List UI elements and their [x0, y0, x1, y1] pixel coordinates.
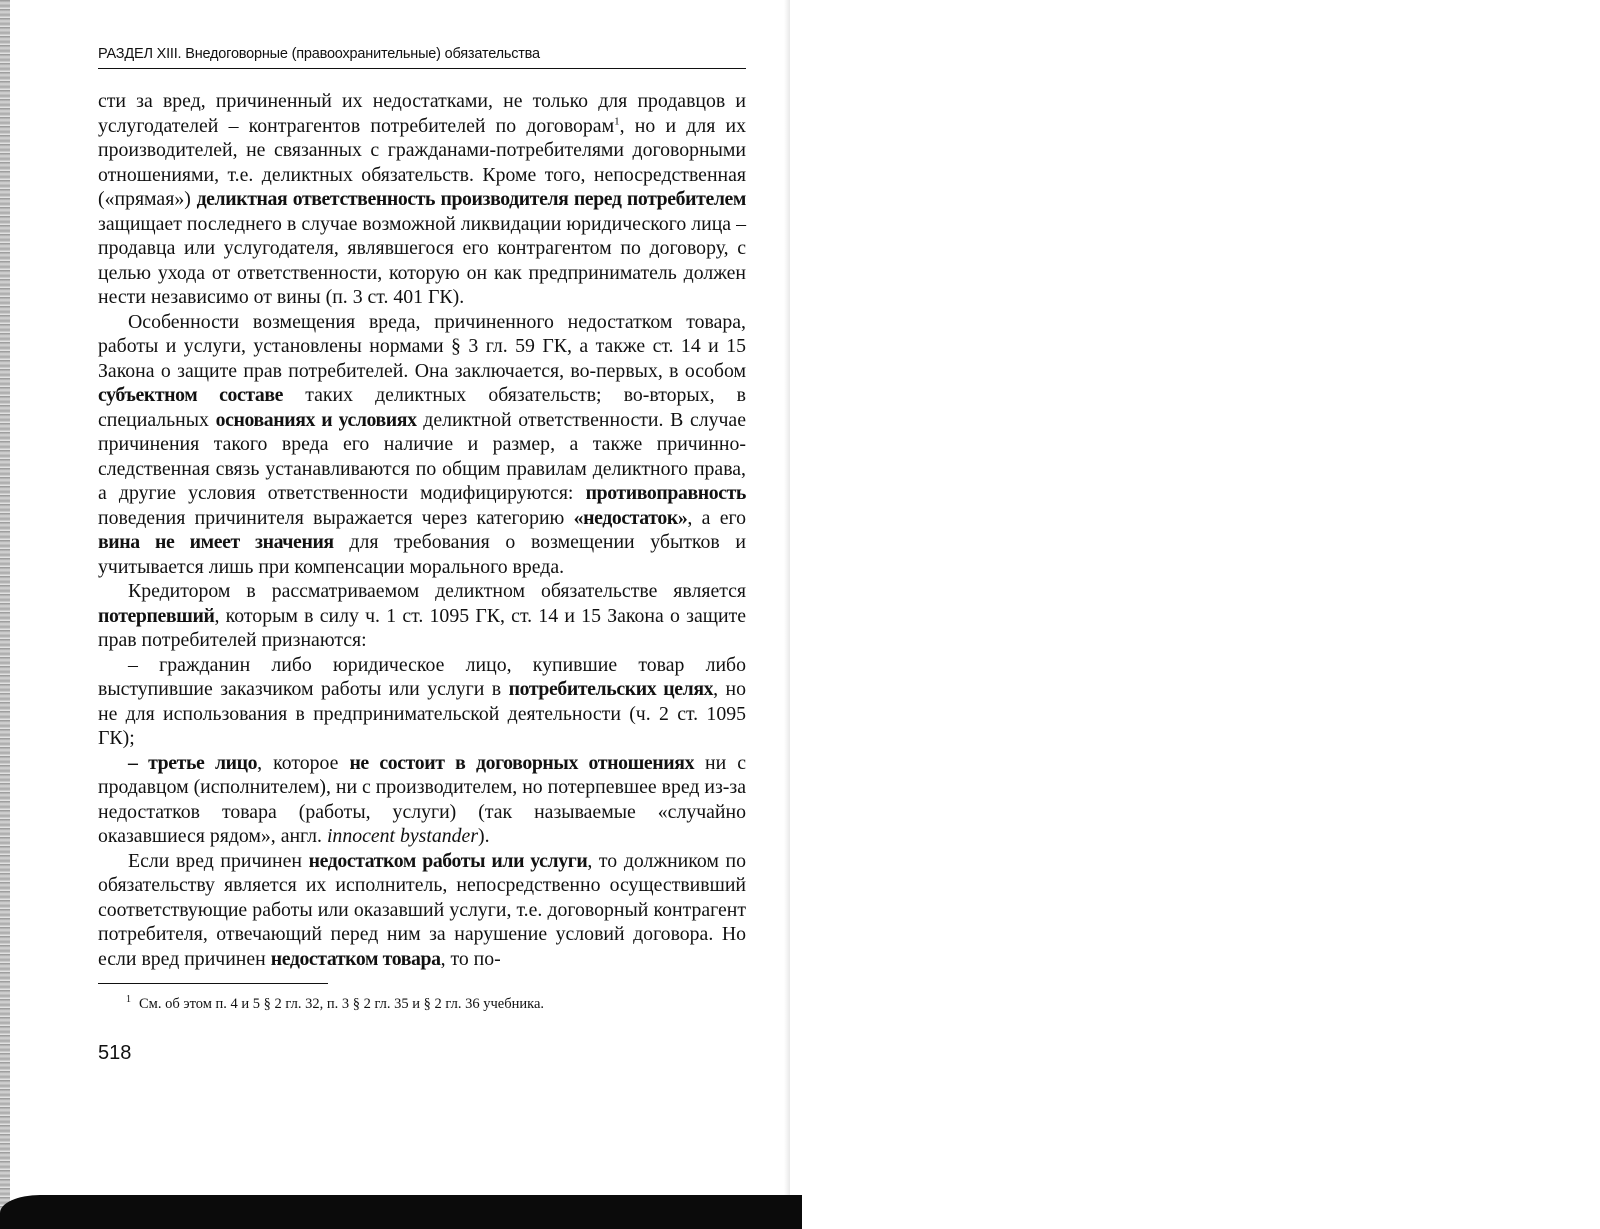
text-run: , но и для их производителей, не связанных с гражданами-потребителями договорными отношениями, т.е. деликтных обязательств. Кроме того, непосредственная («прямая») [98, 114, 746, 210]
text-run: – гражданин либо юридическое лицо, купившие товар либо выступившие заказчиком работы или услуги в [98, 653, 746, 700]
bold-term: субъектном составе [98, 384, 284, 406]
paragraph [98, 751, 746, 849]
text-run: сти за вред, причиненный их недостатками, не только для продавцов и услугодателей – контрагентов потребителей по договорам [98, 90, 746, 137]
bold-term: – третье лицо [128, 751, 258, 774]
text-run: , то должником по обязательству является их исполнитель, непосредственно осуществивший соответствующие работы или оказавший услуги, т.е. договорный контрагент потребителя, отвечающий перед ним за нарушение условий договора. Но если вред причинен [98, 849, 746, 970]
text-run: , которое [257, 751, 350, 774]
blank-facing-page [790, 0, 1600, 1229]
text-run: поведения причинителя выражается через категорию [98, 506, 574, 529]
footnote [98, 990, 746, 1014]
bold-term: недостатком товара [270, 947, 441, 970]
text-run: Особенности возмещения вреда, причиненного недостатком товара, работы и услуги, установлены нормами § 3 гл. 59 ГК, а также ст. 14 и 15 Закона о защите прав потребителей. Она заключается, во-первых, в особом [98, 310, 746, 382]
bold-term: потерпевший [98, 604, 215, 627]
text-run: для требования о возмещении убытков и учитывается лишь при компенсации морального вреда. [98, 531, 746, 578]
text-run: деликтной ответственности. В случае причинения такого вреда его наличие и размер, а также причинно-следственная связь устанавливаются по общим правилам деликтного права, а другие условия ответственности модифицируются: [98, 408, 746, 504]
paragraph [98, 849, 746, 972]
bold-term: противоправность [585, 482, 746, 504]
bold-term: не состоит в договорных отношениях [349, 751, 695, 774]
bold-term: деликтная ответственность производителя перед потребителем [196, 188, 746, 210]
text-run: защищает последнего в случае возможной ликвидации юридического лица – продавца или услугодателя, являвшегося его контрагентом по договору, с целью ухода от ответственности, которую он как предприниматель должен нести независимо от вины (п. 3 ст. 401 ГК). [98, 212, 746, 308]
text-run: ни с продавцом (исполнителем), ни с производителем, но потерпевшее вред из-за недостатков товара (работы, услуги) (так называемые «случайно оказавшиеся рядом», англ. [98, 751, 747, 847]
bold-term: потребительских целях [508, 678, 714, 700]
text-run: , то по- [440, 947, 501, 970]
italic-term: innocent bystander [326, 825, 479, 847]
scan-bottom-band [0, 1195, 802, 1229]
page-number: 518 [98, 1041, 132, 1064]
paragraph [98, 89, 746, 310]
scan-left-edge [0, 0, 10, 1229]
paragraph [98, 653, 746, 751]
bold-term: основаниях и условиях [215, 408, 417, 431]
bold-term: недостатком работы или услуги [308, 849, 588, 872]
footnote-marker: 1 [126, 994, 131, 1005]
footnote-text: См. об этом п. 4 и 5 § 2 гл. 32, п. 3 § 2 гл. 35 и § 2 гл. 36 учебника. [139, 995, 545, 1012]
running-head: РАЗДЕЛ XIII. Внедоговорные (правоохранительные) обязательства [98, 40, 746, 69]
paragraph [98, 310, 746, 580]
text-run: ). [478, 825, 490, 847]
paragraph [98, 579, 746, 653]
book-page [98, 40, 746, 1065]
text-run: , но не для использования в предпринимательской деятельности (ч. 2 ст. 1095 ГК); [98, 678, 746, 749]
text-run: Кредитором в рассматриваемом деликтном обязательстве является [128, 580, 746, 602]
footnote-rule [98, 983, 328, 984]
text-run: Если вред причинен [128, 849, 309, 872]
text-run: , а его [687, 506, 746, 529]
body-text [98, 89, 746, 971]
text-run: , которым в силу ч. 1 ст. 1095 ГК, ст. 14 и 15 Закона о защите прав потребителей признаются: [98, 604, 746, 651]
footnote-reference: 1 [614, 114, 620, 127]
bold-term: вина не имеет значения [98, 531, 334, 553]
text-run: таких деликтных обязательств; во-вторых, в специальных [98, 384, 746, 431]
bold-term: «недостаток» [573, 506, 688, 529]
